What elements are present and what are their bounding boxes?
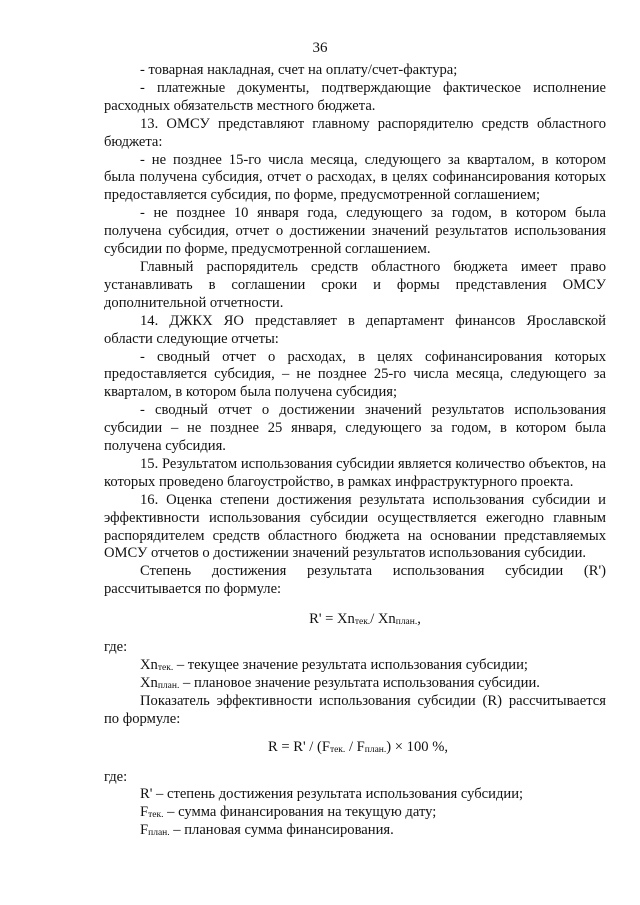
paragraph: Главный распорядитель средств областного бюджета имеет право устанавливать в соглашении сроки и формы представления ОМСУ дополнительной отчетности. [104,258,606,311]
formula-r: $R = R' / (F_{тек.} / F_{план.}) \times 100$ %, [267,738,449,755]
definition: R' – степень достижения результата использования субсидии; [140,786,524,803]
definition: $Xn_{план.}$ – плановое значение результата использования субсидии. [140,674,540,691]
document-body [104,62,606,840]
definition: $Xn_{тек.}$ – текущее значение результата использования субсидии; [140,657,528,673]
paragraph: 13. ОМСУ представляют главному распорядителю средств областного бюджета: [104,115,606,150]
definition: $F_{план.}$ – плановая сумма финансирования. [140,822,394,839]
paragraph: - платежные документы, подтверждающие фактическое исполнение расходных обязательств местного бюджета. [104,79,606,114]
definition: $F_{тек.}$ – сумма финансирования на текущую дату; [140,804,437,821]
paragraph: - сводный отчет о расходах, в целях софинансирования которых предоставляется субсидия, – не позднее 25-го числа месяца, следующего за кварталом, в котором была получена субсидия; [104,348,606,401]
paragraph: - товарная накладная, счет на оплату/счет-фактура; [140,62,458,78]
paragraph: Степень достижения результата использования субсидии (R') рассчитывается по формуле: [104,563,606,598]
page-number: 36 [312,40,328,56]
paragraph: 16. Оценка степени достижения результата использования субсидии и эффективности использования субсидии осуществляется ежегодно главным распорядителем средств областного бюджета на основании представляемых ОМСУ отчетов о достижении значений результатов использования субсидии. [104,491,606,562]
where-label: где: [104,639,128,656]
paragraph: 14. ДЖКХ ЯО представляет в департамент финансов Ярославской области следующие отчеты: [104,312,606,347]
paragraph: - сводный отчет о достижении значений результатов использования субсидии – не позднее 25 января, следующего за годом, в котором была получена субсидия. [104,402,606,455]
paragraph: - не позднее 10 января года, следующего за годом, в котором была получена субсидия, отчет о достижении значений результатов использования субсидии по форме, предусмотренной соглашением. [104,205,606,258]
paragraph: 15. Результатом использования субсидии является количество объектов, на которых проведено благоустройство, в рамках инфраструктурного проекта. [104,455,606,490]
where-label: где: [104,768,128,785]
formula-r-prime: $R' = Xn_{тек.}/$ $Xn_{план.}$, [309,611,421,628]
paragraph: Показатель эффективности использования субсидии (R) рассчитывается по формуле: [104,692,606,727]
paragraph: - не позднее 15-го числа месяца, следующего за кварталом, в котором была получена субсидия, отчет о расходах, в целях софинансирования которых предоставляется субсидия, по форме, предусмотренной соглашением; [104,151,606,204]
